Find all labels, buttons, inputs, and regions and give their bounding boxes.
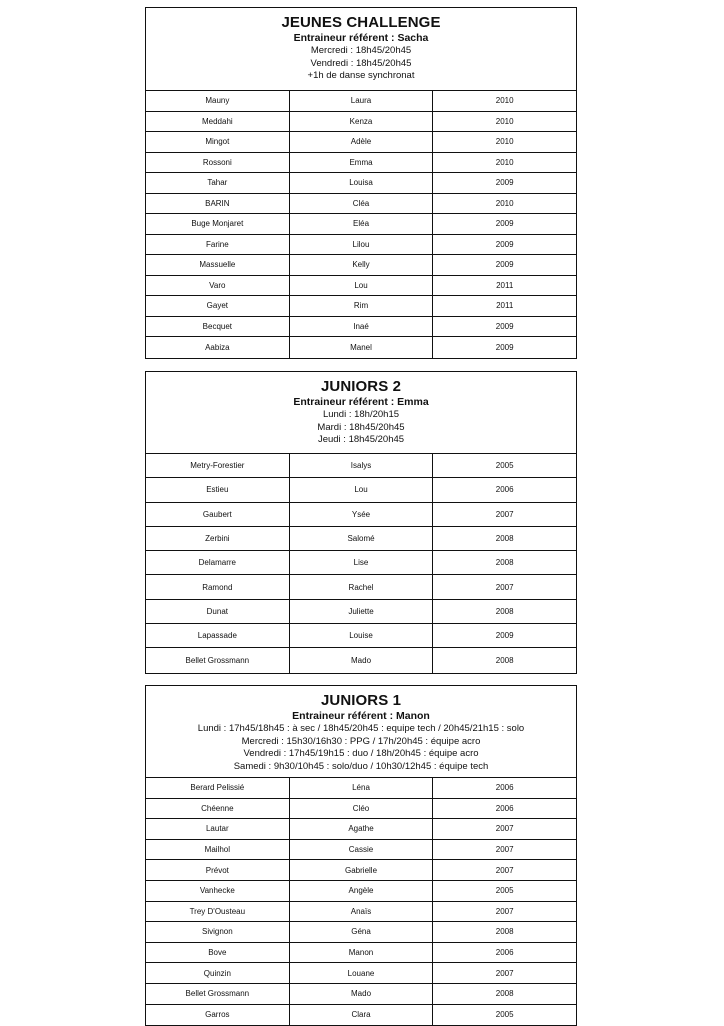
birth-year-cell: 2006	[495, 783, 514, 793]
birth-year-cell: 2009	[495, 342, 514, 352]
last-name-cell: Berard Pelissié	[146, 778, 290, 798]
first-name-cell: Cassie	[290, 840, 434, 860]
schedule-line: Samedi : 9h30/10h45 : solo/duo / 10h30/12h45 : équipe tech	[233, 760, 489, 772]
last-name-cell: Quinzin	[146, 963, 290, 983]
last-name-cell: Mingot	[146, 132, 290, 152]
table-row	[146, 503, 576, 527]
first-name-cell: Laura	[290, 91, 434, 111]
birth-year-cell: 2008	[495, 534, 514, 544]
last-name-cell: Rossoni	[146, 153, 290, 173]
last-name-cell: Chéenne	[146, 799, 290, 819]
last-name-cell: Ramond	[146, 575, 290, 598]
first-name-cell: Lou	[290, 276, 434, 296]
birth-year-cell: 2007	[495, 906, 514, 916]
schedule-line: Mardi : 18h45/20h45	[317, 421, 405, 433]
first-name-cell: Louisa	[290, 173, 434, 193]
birth-year-cell: 2007	[495, 824, 514, 834]
table-row	[146, 881, 576, 902]
table-row	[146, 819, 576, 840]
first-name-cell: Ysée	[290, 503, 434, 526]
last-name-cell: Prévot	[146, 860, 290, 880]
birth-year-cell: 2008	[495, 656, 514, 666]
table-row	[146, 551, 576, 575]
table-row	[146, 840, 576, 861]
first-name-cell: Manel	[290, 337, 434, 358]
member-table	[146, 454, 576, 673]
table-row	[146, 922, 576, 943]
first-name-cell: Lise	[290, 551, 434, 574]
birth-year-cell: 2006	[495, 948, 514, 958]
first-name-cell: Manon	[290, 943, 434, 963]
last-name-cell: Gaubert	[146, 503, 290, 526]
birth-year-cell: 2007	[495, 582, 514, 592]
table-row	[146, 173, 576, 194]
table-row	[146, 112, 576, 133]
first-name-cell: Rim	[290, 296, 434, 316]
schedule-line: Mercredi : 18h45/20h45	[310, 45, 412, 56]
last-name-cell: Mailhol	[146, 840, 290, 860]
group-header	[146, 686, 576, 778]
first-name-cell: Rachel	[290, 575, 434, 598]
first-name-cell: Léna	[290, 778, 434, 798]
table-row	[146, 478, 576, 502]
table-row	[146, 984, 576, 1005]
last-name-cell: Vanhecke	[146, 881, 290, 901]
table-row	[146, 235, 576, 256]
first-name-cell: Cléa	[290, 194, 434, 214]
member-table	[146, 91, 576, 358]
schedule-line: +1h de danse synchronat	[307, 70, 415, 81]
birth-year-cell: 2009	[495, 321, 514, 331]
table-row	[146, 902, 576, 923]
table-row	[146, 624, 576, 648]
first-name-cell: Géna	[290, 922, 434, 942]
first-name-cell: Louane	[290, 963, 434, 983]
group-juniors-1	[145, 685, 577, 1026]
table-row	[146, 454, 576, 478]
table-row	[146, 214, 576, 235]
first-name-cell: Cléo	[290, 799, 434, 819]
table-row	[146, 860, 576, 881]
table-row	[146, 943, 576, 964]
last-name-cell: Bellet Grossmann	[146, 984, 290, 1004]
last-name-cell: Tahar	[146, 173, 290, 193]
last-name-cell: Mauny	[146, 91, 290, 111]
first-name-cell: Inaé	[290, 317, 434, 337]
birth-year-cell: 2009	[495, 260, 514, 270]
birth-year-cell: 2005	[495, 886, 514, 896]
last-name-cell: Estieu	[146, 478, 290, 501]
first-name-cell: Adèle	[290, 132, 434, 152]
last-name-cell: Sivignon	[146, 922, 290, 942]
last-name-cell: Gayet	[146, 296, 290, 316]
member-table	[146, 778, 576, 1025]
table-row	[146, 132, 576, 153]
last-name-cell: Meddahi	[146, 112, 290, 132]
first-name-cell: Anaïs	[290, 902, 434, 922]
last-name-cell: Metry-Forestier	[146, 454, 290, 477]
birth-year-cell: 2011	[496, 280, 514, 290]
birth-year-cell: 2010	[495, 198, 514, 208]
last-name-cell: Aabiza	[146, 337, 290, 358]
first-name-cell: Eléa	[290, 214, 434, 234]
birth-year-cell: 2008	[495, 606, 514, 616]
schedule-line: Lundi : 17h45/18h45 : à sec / 18h45/20h45 : equipe tech / 20h45/21h15 : solo	[197, 723, 525, 734]
birth-year-cell: 2006	[495, 803, 514, 813]
birth-year-cell: 2005	[495, 461, 514, 471]
first-name-cell: Lou	[290, 478, 434, 501]
first-name-cell: Gabrielle	[290, 860, 434, 880]
birth-year-cell: 2010	[495, 116, 514, 126]
group-header	[146, 8, 576, 91]
last-name-cell: BARIN	[146, 194, 290, 214]
group-title: JEUNES CHALLENGE	[281, 14, 441, 31]
table-row	[146, 317, 576, 338]
first-name-cell: Emma	[290, 153, 434, 173]
last-name-cell: Massuelle	[146, 255, 290, 275]
birth-year-cell: 2007	[495, 865, 514, 875]
group-title: JUNIORS 1	[320, 692, 402, 709]
last-name-cell: Delamarre	[146, 551, 290, 574]
table-row	[146, 963, 576, 984]
first-name-cell: Kenza	[290, 112, 434, 132]
last-name-cell: Bove	[146, 943, 290, 963]
last-name-cell: Lautar	[146, 819, 290, 839]
last-name-cell: Garros	[146, 1005, 290, 1026]
first-name-cell: Agathe	[290, 819, 434, 839]
birth-year-cell: 2009	[495, 239, 514, 249]
first-name-cell: Salomé	[290, 527, 434, 550]
birth-year-cell: 2009	[495, 178, 514, 188]
first-name-cell: Louise	[290, 624, 434, 647]
last-name-cell: Becquet	[146, 317, 290, 337]
last-name-cell: Bellet Grossmann	[146, 648, 290, 672]
table-row	[146, 337, 576, 358]
group-jeunes-challenge	[145, 7, 577, 359]
birth-year-cell: 2011	[496, 301, 514, 311]
last-name-cell: Buge Monjaret	[146, 214, 290, 234]
first-name-cell: Isalys	[290, 454, 434, 477]
birth-year-cell: 2007	[495, 968, 514, 978]
first-name-cell: Angèle	[290, 881, 434, 901]
first-name-cell: Mado	[290, 984, 434, 1004]
coach-label: Entraineur référent : Manon	[292, 710, 430, 722]
table-row	[146, 600, 576, 624]
last-name-cell: Trey D'Ousteau	[146, 902, 290, 922]
birth-year-cell: 2007	[495, 509, 514, 519]
table-row	[146, 255, 576, 276]
birth-year-cell: 2005	[495, 1010, 514, 1020]
table-row	[146, 296, 576, 317]
table-row	[146, 527, 576, 551]
table-row	[146, 799, 576, 820]
coach-label: Entraineur référent : Sacha	[293, 32, 429, 44]
coach-label: Entraineur référent : Emma	[293, 396, 429, 408]
birth-year-cell: 2010	[495, 157, 514, 167]
birth-year-cell: 2008	[495, 558, 514, 568]
schedule-line: Lundi : 18h/20h15	[322, 409, 400, 420]
table-row	[146, 194, 576, 215]
table-row	[146, 575, 576, 599]
last-name-cell: Lapassade	[146, 624, 290, 647]
last-name-cell: Zerbini	[146, 527, 290, 550]
birth-year-cell: 2009	[495, 631, 514, 641]
first-name-cell: Mado	[290, 648, 434, 672]
schedule-line: Vendredi : 18h45/20h45	[310, 57, 412, 69]
first-name-cell: Juliette	[290, 600, 434, 623]
table-row	[146, 1005, 576, 1026]
table-row	[146, 276, 576, 297]
first-name-cell: Kelly	[290, 255, 434, 275]
table-row	[146, 91, 576, 112]
birth-year-cell: 2008	[495, 927, 514, 937]
birth-year-cell: 2007	[495, 845, 514, 855]
birth-year-cell: 2006	[495, 485, 514, 495]
group-juniors-2	[145, 371, 577, 674]
first-name-cell: Clara	[290, 1005, 434, 1026]
table-row	[146, 648, 576, 672]
last-name-cell: Varo	[146, 276, 290, 296]
schedule-line: Mercredi : 15h30/16h30 : PPG / 17h/20h45 : équipe acro	[241, 735, 481, 747]
birth-year-cell: 2010	[495, 137, 514, 147]
last-name-cell: Dunat	[146, 600, 290, 623]
schedule-line: Vendredi : 17h45/19h15 : duo / 18h/20h45 : équipe acro	[243, 748, 479, 759]
group-header	[146, 372, 576, 454]
birth-year-cell: 2009	[495, 219, 514, 229]
birth-year-cell: 2008	[495, 989, 514, 999]
first-name-cell: Lilou	[290, 235, 434, 255]
schedule-line: Jeudi : 18h45/20h45	[317, 434, 405, 445]
group-title: JUNIORS 2	[320, 378, 402, 395]
birth-year-cell: 2010	[495, 96, 514, 106]
table-row	[146, 778, 576, 799]
table-row	[146, 153, 576, 174]
last-name-cell: Farine	[146, 235, 290, 255]
